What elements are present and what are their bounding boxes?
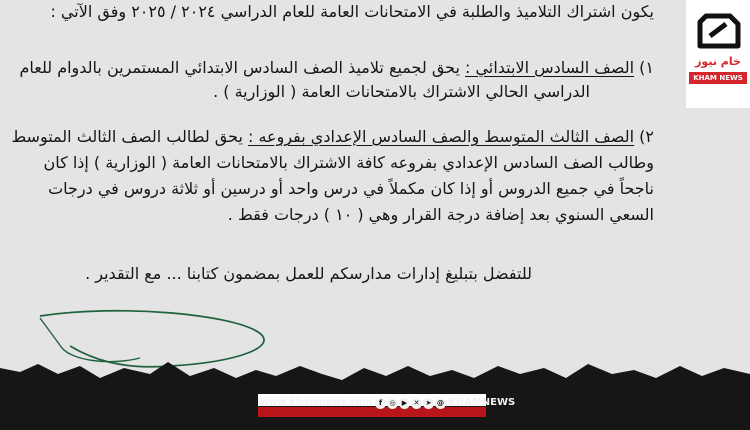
twitter-icon[interactable]: ✕ — [411, 398, 422, 409]
paragraph-2-line-1 — [11, 127, 654, 147]
paragraph-2-number: ٢) — [639, 127, 654, 146]
paragraph-2-line-2: وطالب الصف السادس الإعدادي بفروعه كافة الاشتراك بالامتحانات العامة ( الوزارية ) إذا كان — [43, 153, 654, 172]
kham-news-logo — [686, 0, 750, 108]
intro-line: يكون اشتراك التلاميذ والطلبة في الامتحانات العامة للعام الدراسي ٢٠٢٤ / ٢٠٢٥ وفق الآتي : — [50, 2, 654, 21]
paragraph-2-line-4: السعي السنوي بعد إضافة درجة القرار وهي ( ١٠ ) درجات فقط . — [227, 205, 654, 224]
telegram-icon[interactable]: ➤ — [423, 398, 434, 409]
torn-paper-edge — [0, 354, 750, 430]
closing-line: للتفضل بتبليغ إدارات مدارسكم للعمل بمضمون كتابنا ... مع التقدير . — [85, 264, 532, 283]
paragraph-1-line-2: الدراسي الحالي الاشتراك بالامتحانات العامة ( الوزارية ) . — [213, 82, 590, 101]
footer-handle[interactable]: KHAMNEWS — [448, 397, 516, 408]
facebook-icon[interactable]: f — [375, 398, 386, 409]
at-icon[interactable]: @ — [437, 399, 444, 407]
footer-website-link[interactable]: www.khamnews.com — [260, 397, 373, 408]
paragraph-1-text: يحق لجميع تلاميذ الصف السادس الابتدائي المستمرين بالدوام للعام — [19, 58, 460, 77]
logo-mark-icon — [692, 10, 744, 52]
logo-arabic-name: خام نيوز — [695, 55, 741, 68]
youtube-icon[interactable]: ▶ — [399, 398, 410, 409]
paragraph-1-heading: الصف السادس الابتدائي : — [465, 58, 635, 77]
paragraph-1-line-1 — [19, 58, 654, 78]
paragraph-2-line-3: ناجحاً في جميع الدروس أو إذا كان مكملاً في درس واحد أو درسين أو ثلاثة دروس في درجات — [48, 179, 654, 198]
instagram-icon[interactable]: ◎ — [387, 398, 398, 409]
paragraph-1-number: ١) — [639, 58, 654, 77]
paragraph-2-text: يحق لطالب الصف الثالث المتوسط — [11, 127, 243, 146]
paragraph-2-heading: الصف الثالث المتوسط والصف السادس الإعدادي بفروعه : — [248, 127, 635, 146]
logo-english-name: KHAM NEWS — [689, 72, 747, 84]
